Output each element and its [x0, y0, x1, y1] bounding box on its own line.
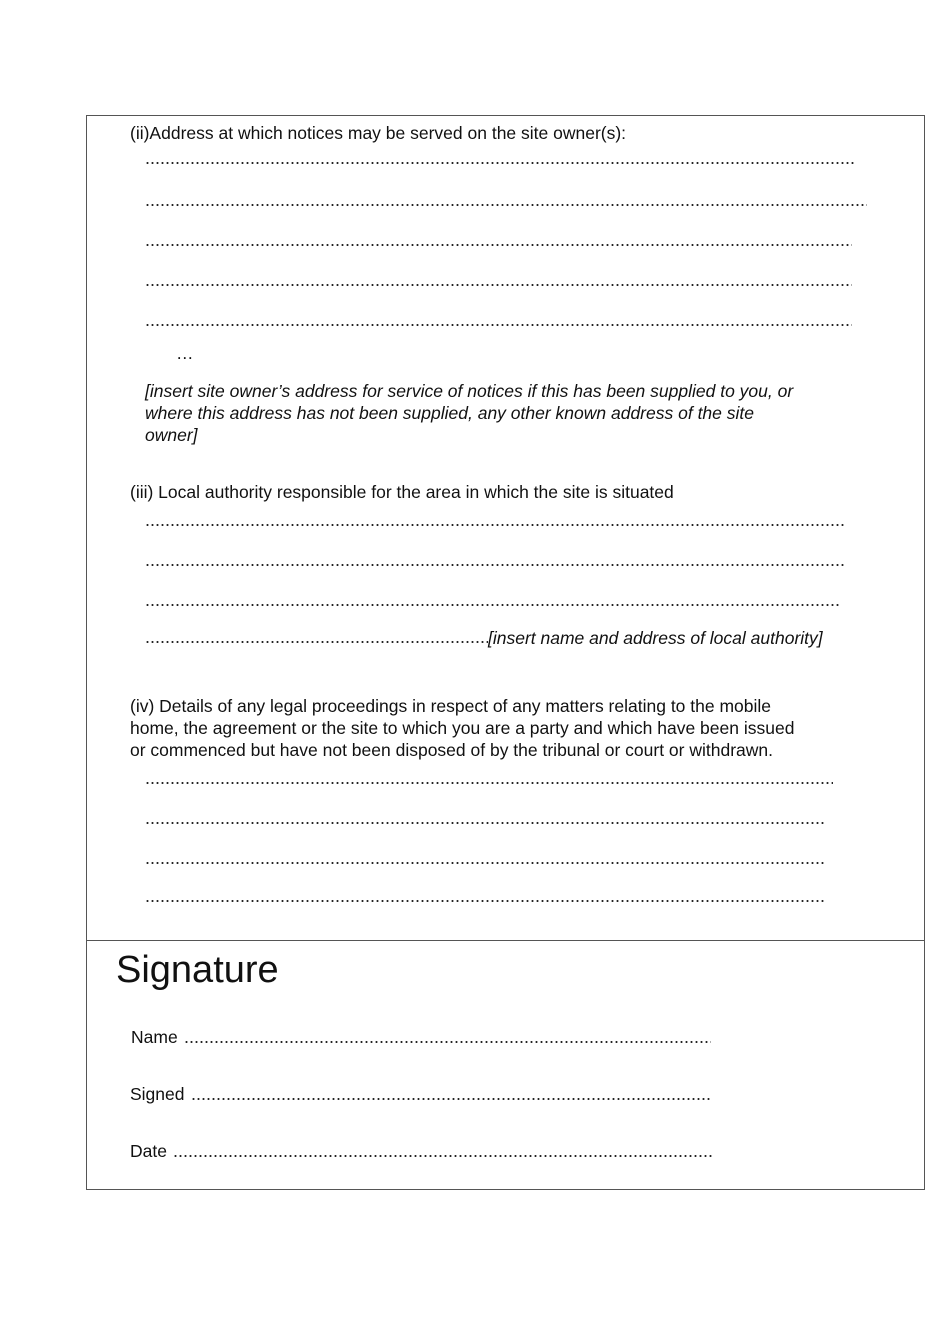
signed-field[interactable]	[130, 1083, 712, 1105]
name-field[interactable]	[131, 1026, 711, 1048]
section-ii-heading: (ii)Address at which notices may be served on the site owner(s):	[130, 123, 627, 143]
proceedings-line-1[interactable]	[145, 781, 833, 785]
address-line-5[interactable]	[145, 323, 852, 327]
signed-dotted-line[interactable]	[191, 1097, 712, 1101]
proceedings-line-3[interactable]	[145, 861, 825, 865]
instruction-line-2: where this address has not been supplied, any other known address of the site	[145, 403, 754, 423]
signature-heading: Signature	[116, 949, 279, 991]
section-iii-heading: (iii) Local authority responsible for the area in which the site is situated	[130, 482, 674, 502]
local-authority-line-1[interactable]	[145, 523, 844, 527]
local-authority-line-4[interactable]	[145, 640, 488, 644]
address-line-2[interactable]	[145, 203, 867, 207]
address-ellipsis: …	[176, 343, 194, 363]
date-label: Date	[130, 1141, 167, 1161]
proceedings-line-2[interactable]	[145, 821, 825, 825]
date-dotted-line[interactable]	[173, 1154, 714, 1158]
address-line-4[interactable]	[145, 283, 852, 287]
name-dotted-line[interactable]	[184, 1040, 711, 1044]
name-label: Name	[131, 1027, 178, 1047]
instruction-line-1: [insert site owner’s address for service of notices if this has been supplied to you, or	[145, 381, 794, 401]
date-field[interactable]	[130, 1140, 714, 1162]
local-authority-instruction: [insert name and address of local authority]	[488, 628, 823, 648]
local-authority-line-3[interactable]	[145, 603, 840, 607]
instruction-line-3: owner]	[145, 425, 198, 445]
proceedings-line-4[interactable]	[145, 899, 825, 903]
section-iv-heading-1: (iv) Details of any legal proceedings in respect of any matters relating to the mobile	[130, 696, 772, 716]
signed-label: Signed	[130, 1084, 185, 1104]
address-line-1[interactable]	[145, 161, 856, 165]
section-divider	[86, 940, 925, 941]
local-authority-line-2[interactable]	[145, 563, 844, 567]
address-line-3[interactable]	[145, 243, 852, 247]
section-iv-heading-3: or commenced but have not been disposed of by the tribunal or court or withdrawn.	[130, 740, 774, 760]
section-iv-heading-2: home, the agreement or the site to which you are a party and which have been issued	[130, 718, 795, 738]
